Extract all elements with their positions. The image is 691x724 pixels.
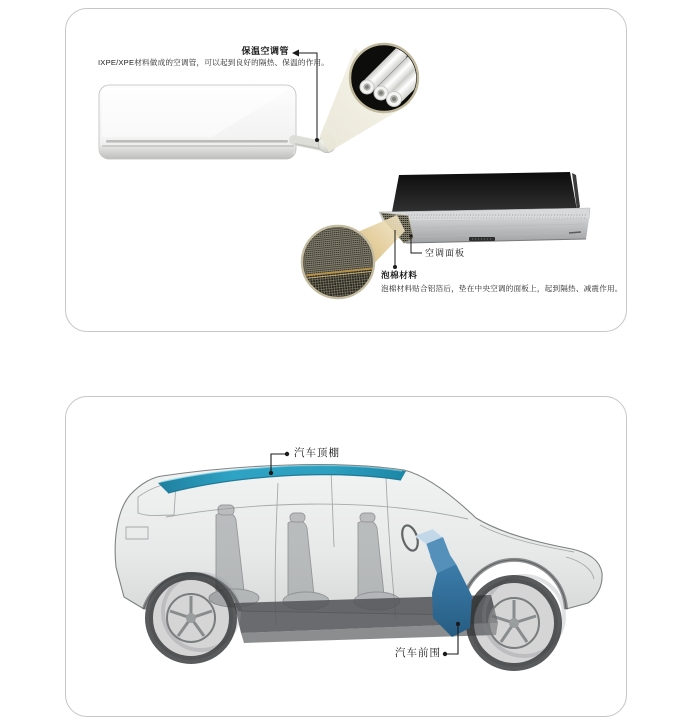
ac-panel-label: 空调面板 — [425, 248, 466, 258]
ceiling-ac-unit — [379, 172, 590, 243]
hvac-illustration-panel — [65, 8, 627, 332]
front-wheel — [470, 576, 564, 667]
callout-dot-icon — [443, 652, 447, 656]
foam-material-description: 泡棉材料贴合铝箔后，垫在中央空调的面板上，起到隔热、减震作用。 — [381, 284, 623, 293]
pipe-magnifier — [350, 44, 439, 112]
car-illustration-panel — [65, 396, 627, 717]
car-roof-label: 汽车顶棚 — [294, 447, 340, 459]
callout-dot-icon — [456, 622, 460, 626]
car-illustration — [66, 397, 626, 716]
callout-dot-icon — [285, 452, 289, 456]
callout-dot-icon — [269, 471, 273, 475]
callout-dot-icon — [315, 138, 319, 142]
callout-dot-icon — [393, 265, 397, 269]
car-body — [115, 465, 602, 667]
wall-ac-unit — [99, 85, 296, 159]
insulated-pipe-label: 保温空调管 — [241, 46, 289, 56]
car-front-label: 汽车前围 — [395, 647, 441, 659]
insulated-pipe-description: IXPE/XPE材料做成的空调管，可以起到良好的隔热、保温的作用。 — [98, 58, 330, 67]
foam-material-label: 泡棉材料 — [381, 270, 418, 280]
callout-arrow-icon — [292, 50, 299, 57]
